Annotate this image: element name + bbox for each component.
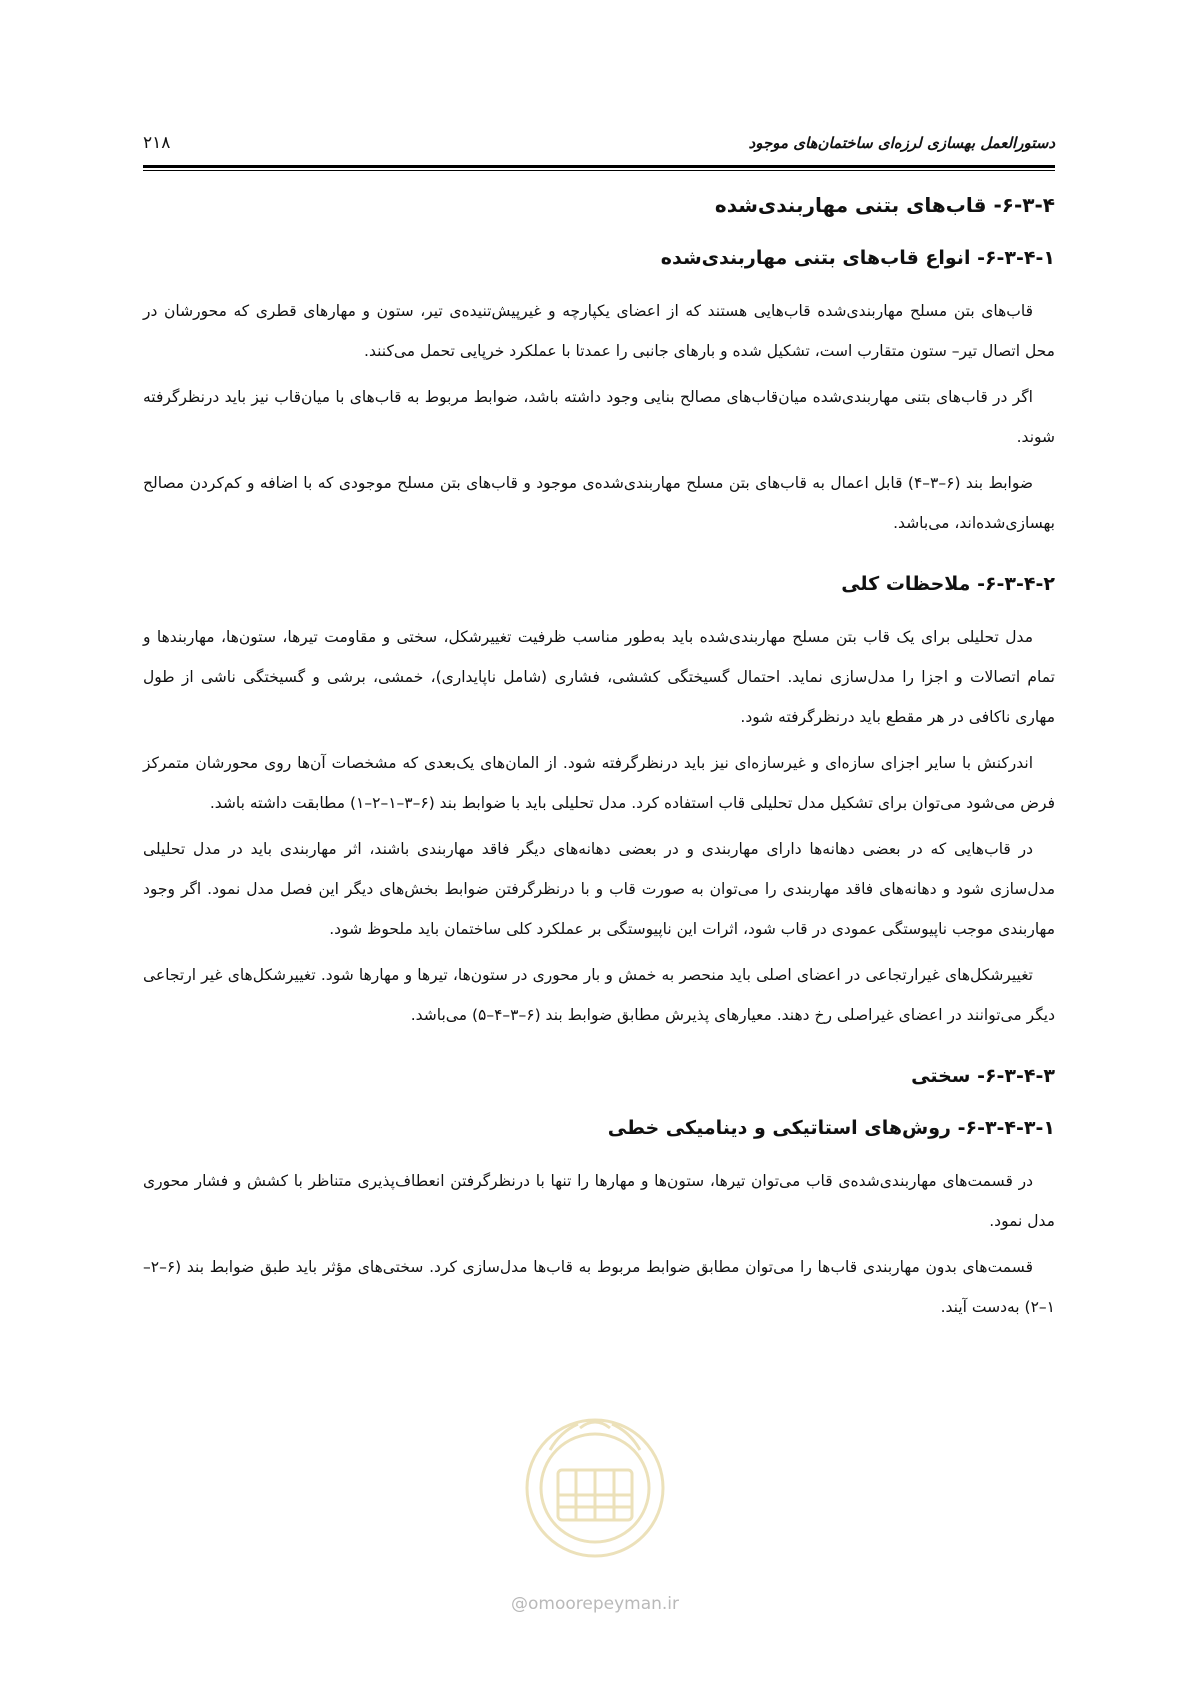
- page-content: [143, 185, 1055, 1333]
- paragraph: تغییرشکل‌های غیرارتجاعی در اعضای اصلی باید منحصر به خمش و بار محوری در ستون‌ها، تیرها و مهارها شود. تغییرشکل‌های غیر ارتجاعی دیگر می‌توانند در اعضای غیراصلی رخ دهند. معیارهای پذیرش مطابق ضوابط بند (۶–۳–۴–۵) می‌باشد.: [143, 966, 1055, 1024]
- paragraph: قاب‌های بتن مسلح مهاربندی‌شده قاب‌هایی هستند که از اعضای یکپارچه و غیرپیش‌تنیده‌ی تیر، ستون و مهارهای قطری که محورشان در محل اتصال تیر– ستون متقارب است، تشکیل شده و بارهای جانبی را عمدتا با عملکرد خرپایی تحمل می‌کنند.: [143, 302, 1055, 360]
- paragraph: مدل تحلیلی برای یک قاب بتن مسلح مهاربندی‌شده باید به‌طور مناسب ظرفیت تغییرشکل، سختی و مقاومت تیرها، ستون‌ها، مهاربندها و تمام اتصالات و اجزا را مدل‌سازی نماید. احتمال گسیختگی کششی، فشاری (شامل ناپایداری)، خمشی، برشی و گسیختگی ناشی از طول مهاری ناکافی در هر مقطع باید درنظرگرفته شود.: [143, 628, 1055, 726]
- paragraph: اندرکنش با سایر اجزای سازه‌ای و غیرسازه‌ای نیز باید درنظرگرفته شود. از المان‌های یک‌بعدی که مشخصات آن‌ها روی محورشان متمرکز فرض می‌شود می‌توان برای تشکیل مدل تحلیلی قاب استفاده کرد. مدل تحلیلی باید با ضوابط بند (۶–۳–۱–۲–۱) مطابقت داشته باشد.: [143, 754, 1055, 812]
- paragraph: اگر در قاب‌های بتنی مهاربندی‌شده میان‌قاب‌های مصالح بنایی وجود داشته باشد، ضوابط مربوط به قاب‌های با میان‌قاب نیز باید درنظرگرفته شوند.: [143, 388, 1055, 446]
- paragraph: در قاب‌هایی که در بعضی دهانه‌ها دارای مهاربندی و در بعضی دهانه‌های دیگر فاقد مهاربندی باشند، اثر مهاربندی باید در مدل تحلیلی مدل‌سازی شود و دهانه‌های فاقد مهاربندی را می‌توان به صورت قاب و با درنظرگرفتن ضوابط بخش‌های دیگر این فصل مدل نمود. اگر وجود مهاربندی موجب ناپیوستگی عمودی در قاب شود، اثرات این ناپیوستگی بر عملکرد کلی ساختمان باید ملحوظ شود.: [143, 840, 1055, 938]
- header-rule-thick: [143, 165, 1055, 168]
- paragraph: ضوابط بند (۶–۳–۴) قابل اعمال به قاب‌های بتن مسلح مهاربندی‌شده‌ی موجود و قاب‌های بتن مسلح موجودی که با اضافه و کم‌کردن مصالح بهسازی‌شده‌اند، می‌باشد.: [143, 474, 1055, 532]
- section-heading-6-3-4-2: ۶-۳-۴-۲- ملاحظات کلی: [841, 573, 1055, 595]
- page-header: [143, 128, 1055, 158]
- paragraph: در قسمت‌های مهاربندی‌شده‌ی قاب می‌توان تیرها، ستون‌ها و مهارها را تنها با درنظرگرفتن انعطاف‌پذیری متناظر با کشش و فشار محوری مدل نمود.: [143, 1172, 1055, 1230]
- page-number: ۲۱۸: [143, 133, 171, 153]
- header-rule-thin: [143, 170, 1055, 171]
- section-heading-6-3-4: ۶-۳-۴- قاب‌های بتنی مهاربندی‌شده: [714, 193, 1055, 217]
- section-heading-6-3-4-3-1: ۶-۳-۴-۳-۱- روش‌های استاتیکی و دینامیکی خطی: [607, 1117, 1055, 1139]
- header-title: دستورالعمل بهسازی لرزه‌ای ساختمان‌های موجود: [748, 134, 1055, 152]
- watermark-seal-icon: [520, 1410, 670, 1585]
- section-heading-6-3-4-3: ۶-۳-۴-۳- سختی: [911, 1065, 1055, 1087]
- paragraph: قسمت‌های بدون مهاربندی قاب‌ها را می‌توان مطابق ضوابط مربوط به قاب‌ها مدل‌سازی کرد. سختی‌های مؤثر باید طبق ضوابط بند (۶–۲–۱–۲) به‌دست آیند.: [143, 1258, 1055, 1316]
- watermark-url: @omoorepeyman.ir: [510, 1594, 680, 1614]
- section-heading-6-3-4-1: ۶-۳-۴-۱- انواع قاب‌های بتنی مهاربندی‌شده: [660, 247, 1055, 269]
